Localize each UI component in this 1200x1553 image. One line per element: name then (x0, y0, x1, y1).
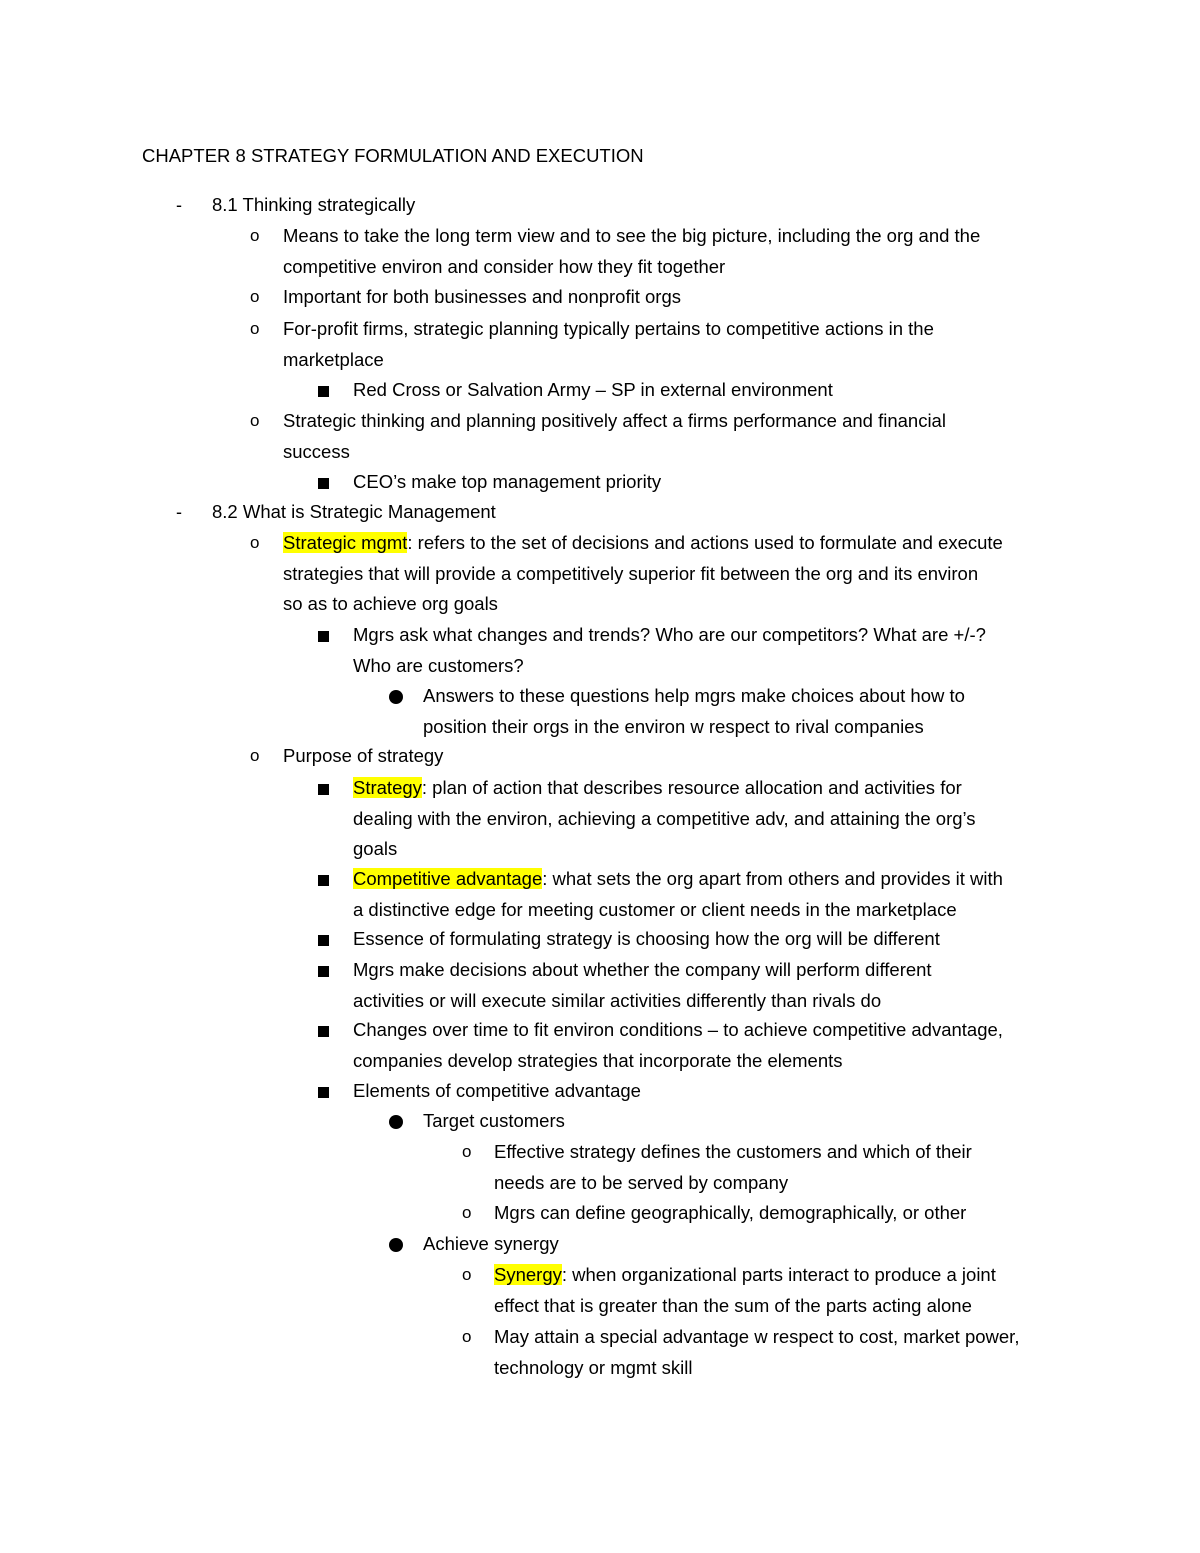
list-item (462, 1137, 1074, 1198)
item-text-line: a distinctive edge for meeting customer or client needs in the marketplace (353, 898, 957, 920)
list-item (353, 924, 1073, 955)
list-item (250, 528, 1083, 620)
item-text-line: Mgrs make decisions about whether the company will perform different (353, 959, 932, 980)
filled-dot-bullet-icon (389, 1229, 403, 1262)
item-text-line: Answers to these questions help mgrs make choices about how to (423, 685, 965, 706)
filled-dot-bullet-icon (389, 681, 403, 714)
item-text-line: position their orgs in the environ w respect to rival companies (423, 715, 924, 737)
item-text-line: Mgrs ask what changes and trends? Who are our competitors? What are +/-? (353, 624, 986, 645)
item-text-line: goals (353, 838, 398, 859)
item-text-line: May attain a special advantage w respect to cost, market power, (494, 1326, 1020, 1347)
item-text-line: Who are customers? (353, 654, 524, 676)
item-text-line: Elements of competitive advantage (353, 1080, 641, 1101)
list-item (250, 221, 1063, 282)
circle-bullet-icon: o (250, 319, 260, 338)
item-text-line: dealing with the environ, achieving a competitive adv, and attaining the org’s (353, 807, 976, 829)
list-item (353, 1076, 1073, 1107)
highlighted-term: Strategy (353, 777, 422, 798)
list-item (423, 1106, 1073, 1137)
dash-bullet-icon: - (176, 502, 182, 522)
circle-bullet-icon: o (250, 746, 260, 765)
item-text-line: success (283, 440, 350, 462)
item-text-line: Red Cross or Salvation Army – SP in external environment (353, 379, 833, 400)
square-bullet-icon (318, 620, 329, 652)
item-text-line: Target customers (423, 1110, 565, 1131)
item-text-line: Changes over time to fit environ conditions – to achieve competitive advantage, (353, 1019, 1003, 1040)
list-item (353, 375, 1073, 406)
item-text-line: competitive environ and consider how they fit together (283, 255, 726, 277)
item-text-line: : plan of action that describes resource allocation and activities for (421, 777, 962, 798)
square-bullet-icon (318, 924, 329, 956)
dash-bullet-icon: - (176, 195, 182, 215)
filled-dot-bullet-icon (389, 1106, 403, 1139)
item-text-line: needs are to be served by company (494, 1171, 789, 1193)
list-item (353, 773, 1073, 865)
square-bullet-icon (318, 1015, 329, 1047)
item-text-line: : refers to the set of decisions and actions used to formulate and execute (407, 532, 1003, 553)
list-item (462, 1198, 1074, 1229)
circle-bullet-icon: o (462, 1327, 472, 1346)
highlighted-term: Synergy (494, 1264, 562, 1285)
item-text-line: CEO’s make top management priority (353, 471, 662, 492)
circle-bullet-icon: o (250, 226, 260, 245)
item-text-line: effect that is greater than the sum of the parts acting alone (494, 1294, 972, 1316)
highlighted-term: Strategic mgmt (283, 532, 408, 553)
circle-bullet-icon: o (462, 1142, 472, 1161)
item-text-line: marketplace (283, 348, 384, 370)
list-item (250, 741, 1063, 772)
list-item (353, 864, 1073, 925)
square-bullet-icon (318, 864, 329, 896)
list-item (462, 1322, 1074, 1383)
item-text-line: Strategic thinking and planning positively affect a firms performance and financial (283, 410, 946, 431)
list-item (353, 1015, 1073, 1076)
list-item (353, 955, 1073, 1016)
item-text-line: Means to take the long term view and to see the big picture, including the org and the (283, 225, 981, 246)
square-bullet-icon (318, 955, 329, 987)
square-bullet-icon (318, 773, 329, 805)
circle-bullet-icon: o (250, 411, 260, 430)
item-text-line: Effective strategy defines the customers and which of their (494, 1141, 972, 1162)
item-text-line: companies develop strategies that incorporate the elements (353, 1049, 843, 1071)
list-item (462, 1260, 1074, 1321)
item-text-line: activities or will execute similar activities differently than rivals do (353, 989, 882, 1011)
chapter-title: CHAPTER 8 STRATEGY FORMULATION AND EXECUTION (142, 145, 644, 166)
circle-bullet-icon: o (250, 287, 260, 306)
circle-bullet-icon: o (462, 1265, 472, 1284)
list-item (423, 681, 1073, 742)
circle-bullet-icon: o (462, 1203, 472, 1222)
list-item (423, 1229, 1073, 1260)
item-text-line: 8.1 Thinking strategically (212, 194, 416, 215)
item-text-line: Important for both businesses and nonprofit orgs (283, 286, 681, 307)
item-text-line: : what sets the org apart from others and provides it with (542, 868, 1003, 889)
item-text-line: For-profit firms, strategic planning typically pertains to competitive actions in the (283, 318, 934, 339)
item-text-line: : when organizational parts interact to produce a joint (561, 1264, 996, 1285)
item-text-line: 8.2 What is Strategic Management (212, 501, 496, 522)
circle-bullet-icon: o (250, 533, 260, 552)
item-text-line: Achieve synergy (423, 1233, 559, 1254)
list-item (250, 314, 1063, 375)
item-text-line: Mgrs can define geographically, demographically, or other (494, 1202, 967, 1223)
square-bullet-icon (318, 467, 329, 499)
item-text-line: technology or mgmt skill (494, 1356, 693, 1378)
list-item (353, 467, 1073, 498)
square-bullet-icon (318, 375, 329, 407)
list-item (176, 497, 1032, 528)
item-text-line: so as to achieve org goals (283, 593, 498, 614)
list-item (176, 190, 1032, 221)
item-text-line: Purpose of strategy (283, 745, 444, 766)
square-bullet-icon (318, 1076, 329, 1108)
item-text-line: strategies that will provide a competitively superior fit between the org and its environ (283, 562, 979, 584)
item-text-line: Essence of formulating strategy is choosing how the org will be different (353, 928, 940, 949)
list-item (353, 620, 1073, 681)
list-item (250, 282, 1063, 313)
list-item (250, 406, 1063, 467)
highlighted-term: Competitive advantage (353, 868, 543, 889)
